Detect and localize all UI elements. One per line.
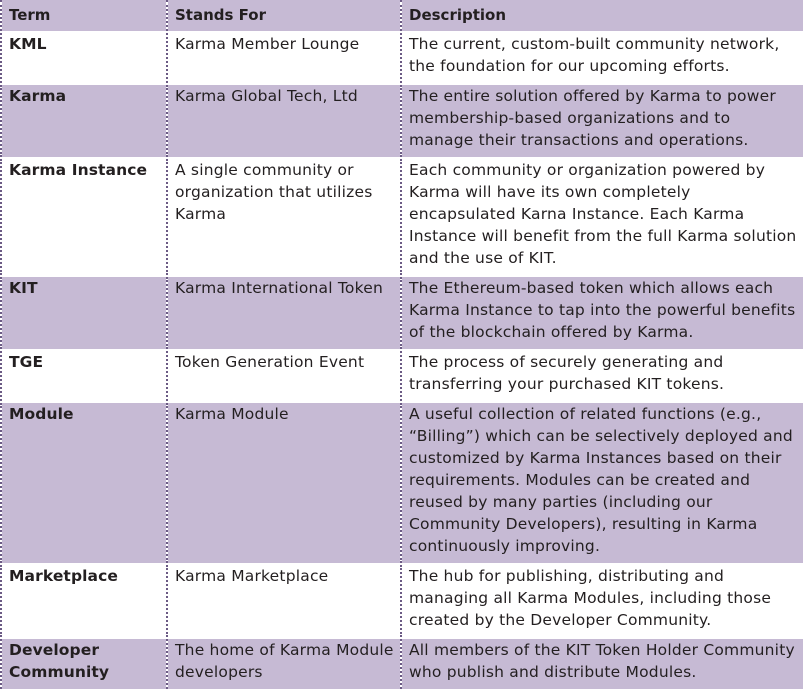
table-row xyxy=(1,84,803,158)
header-description: Description xyxy=(401,0,803,32)
header-stands-for: Stands For xyxy=(167,0,401,32)
stands-for-cell: A single community or organization that utilizes Karma xyxy=(167,158,401,276)
table-row xyxy=(1,276,803,350)
description-cell: All members of the KIT Token Holder Community who publish and distribute Modules. xyxy=(401,638,803,690)
stands-for-cell: The home of Karma Module developers xyxy=(167,638,401,690)
description-cell: The process of securely generating and transferring your purchased KIT tokens. xyxy=(401,350,803,402)
stands-for-cell: Karma Module xyxy=(167,402,401,564)
term-cell: TGE xyxy=(1,350,167,402)
header-term: Term xyxy=(1,0,167,32)
table-row xyxy=(1,158,803,276)
table-row xyxy=(1,638,803,690)
table-row xyxy=(1,32,803,84)
description-cell: The entire solution offered by Karma to power membership-based organizations and to manage their transactions and operations. xyxy=(401,84,803,158)
term-cell: KML xyxy=(1,32,167,84)
table-row xyxy=(1,402,803,564)
stands-for-cell: Karma International Token xyxy=(167,276,401,350)
term-cell: Developer Community xyxy=(1,638,167,690)
term-cell: Marketplace xyxy=(1,564,167,638)
stands-for-cell: Token Generation Event xyxy=(167,350,401,402)
header-row xyxy=(1,0,803,32)
stands-for-cell: Karma Marketplace xyxy=(167,564,401,638)
term-cell: Module xyxy=(1,402,167,564)
description-cell: The hub for publishing, distributing and managing all Karma Modules, including those created by the Developer Community. xyxy=(401,564,803,638)
description-cell: The current, custom-built community network, the foundation for our upcoming efforts. xyxy=(401,32,803,84)
term-cell: Karma xyxy=(1,84,167,158)
description-cell: Each community or organization powered by Karma will have its own completely encapsulated Karna Instance. Each Karma Instance will benefit from the full Karma solution and the use of KIT. xyxy=(401,158,803,276)
stands-for-cell: Karma Member Lounge xyxy=(167,32,401,84)
term-cell: KIT xyxy=(1,276,167,350)
term-cell: Karma Instance xyxy=(1,158,167,276)
description-cell: A useful collection of related functions (e.g., “Billing”) which can be selectively deployed and customized by Karma Instances based on their requirements. Modules can be created and reused by many parties (including our Community Developers), resulting in Karma continuously improving. xyxy=(401,402,803,564)
table-row xyxy=(1,564,803,638)
stands-for-cell: Karma Global Tech, Ltd xyxy=(167,84,401,158)
table-row xyxy=(1,350,803,402)
description-cell: The Ethereum-based token which allows each Karma Instance to tap into the powerful benefits of the blockchain offered by Karma. xyxy=(401,276,803,350)
